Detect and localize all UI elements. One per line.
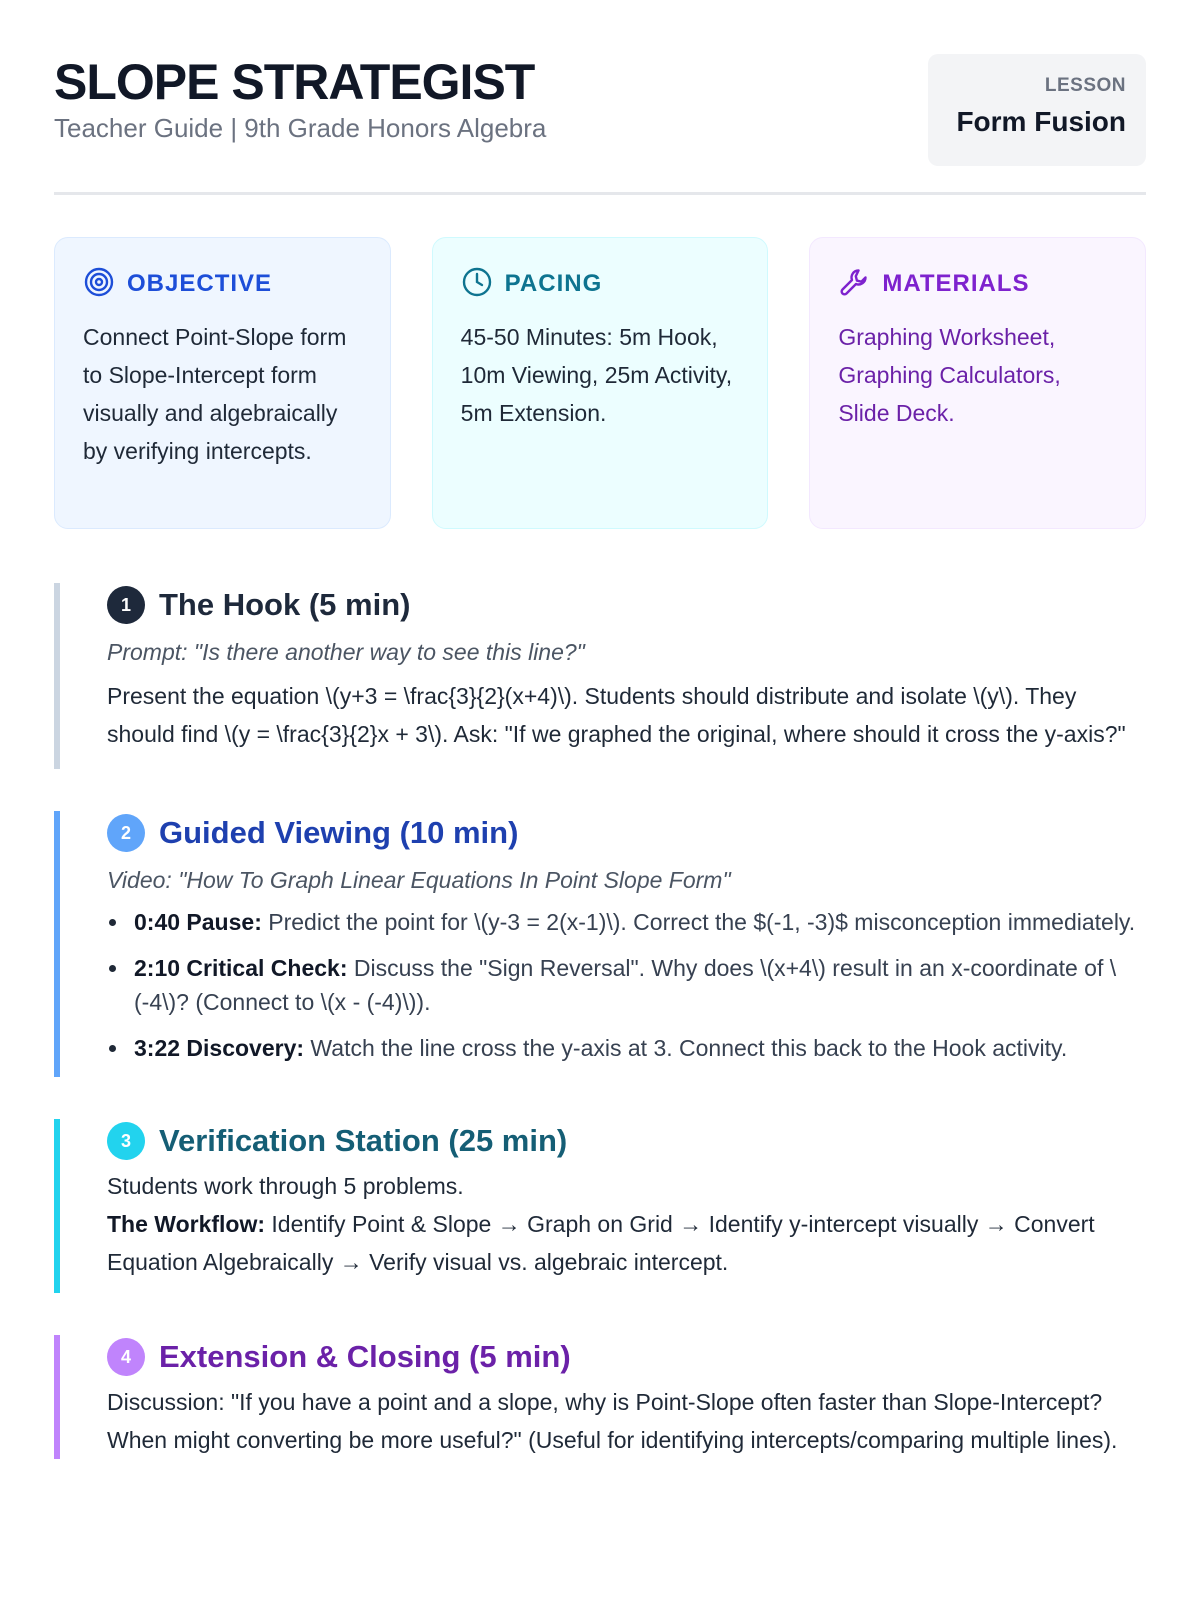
title-block (54, 54, 546, 146)
objective-card-header (83, 264, 362, 304)
section-body: Present the equation \(y+3 = \frac{3}{2}(x+4)\). Students should distribute and isolate \(y\). They should find \(y = \frac{3}{2}x + 3\). Ask: "If we graphed the original, where should it cross the y-axis?" (107, 683, 1126, 747)
info-cards (54, 237, 1146, 529)
workflow-steps: Identify Point & Slope → Graph on Grid → Identify y-intercept visually → Convert Equation Algebraically → Verify visual vs. algebraic intercept. (107, 1211, 1095, 1275)
section-title: Guided Viewing (10 min) (159, 815, 519, 850)
pacing-title: PACING (504, 270, 603, 297)
materials-card (809, 237, 1146, 529)
lesson-label: LESSON (1044, 75, 1126, 96)
timestamp-text: Predict the point for \(y-3 = 2(x-1)\). Correct the $(-1, -3)$ misconception immediately. (261, 909, 1136, 935)
timestamp-label: 0:40 Pause: (134, 909, 262, 935)
pacing-body: 45-50 Minutes: 5m Hook, 10m Viewing, 25m Activity, 5m Extension. (460, 324, 733, 426)
section-title: Verification Station (25 min) (159, 1123, 568, 1158)
step-number-badge: 1 (107, 586, 145, 624)
objective-body: Connect Point-Slope form to Slope-Intercept form visually and algebraically by verifying intercepts. (83, 324, 347, 464)
section-intro: Students work through 5 problems. (107, 1173, 464, 1199)
page-header (54, 54, 1146, 195)
section-header (107, 1119, 1146, 1163)
page-title: SLOPE STRATEGIST (54, 54, 535, 110)
section-header (107, 1335, 1146, 1379)
section-video-title: Video: "How To Graph Linear Equations In Point Slope Form" (107, 867, 731, 893)
pacing-card-header (461, 264, 740, 304)
page-subtitle: Teacher Guide | 9th Grade Honors Algebra (54, 113, 547, 143)
timestamp-label: 2:10 Critical Check: (134, 955, 348, 981)
section-verification-station (54, 1119, 1146, 1293)
list-item (107, 951, 1146, 1019)
section-title: Extension & Closing (5 min) (159, 1339, 571, 1374)
timestamp-text: Watch the line cross the y-axis at 3. Connect this back to the Hook activity. (304, 1035, 1068, 1061)
section-header (107, 811, 1146, 855)
target-icon (83, 266, 115, 303)
lesson-box (928, 54, 1146, 166)
section-prompt: Prompt: "Is there another way to see this line?" (107, 639, 585, 665)
section-header (107, 583, 1146, 627)
timestamp-label: 3:22 Discovery: (134, 1035, 305, 1061)
workflow-text (107, 1205, 1146, 1293)
materials-body: Graphing Worksheet, Graphing Calculators, Slide Deck. (838, 324, 1061, 426)
step-number-badge: 4 (107, 1338, 145, 1376)
section-body: Discussion: "If you have a point and a slope, why is Point-Slope often faster than Slope-Intercept? When might converting be more useful?" (Useful for identifying intercepts/comparing multiple lines). (107, 1389, 1118, 1453)
workflow-label: The Workflow: (107, 1211, 266, 1237)
section-title: The Hook (5 min) (159, 587, 411, 622)
section-extension-closing (54, 1335, 1146, 1459)
wrench-icon (838, 266, 870, 303)
pacing-card (432, 237, 769, 529)
section-guided-viewing (54, 811, 1146, 1077)
step-number-badge: 3 (107, 1122, 145, 1160)
step-number-badge: 2 (107, 814, 145, 852)
objective-title: OBJECTIVE (127, 270, 273, 297)
section-hook (54, 583, 1146, 769)
materials-card-header (838, 264, 1117, 304)
objective-card (54, 237, 391, 529)
list-item (107, 905, 1146, 939)
materials-title: MATERIALS (882, 270, 1030, 297)
clock-icon (461, 266, 493, 303)
timestamp-list (107, 905, 1146, 1065)
timestamp-text: Discuss the "Sign Reversal". Why does \(x+4\) result in an x-coordinate of \(-4\)? (Connect to \(x - (-4)\)). (134, 955, 1117, 1015)
list-item (107, 1031, 1146, 1065)
lesson-name: Form Fusion (956, 106, 1126, 137)
